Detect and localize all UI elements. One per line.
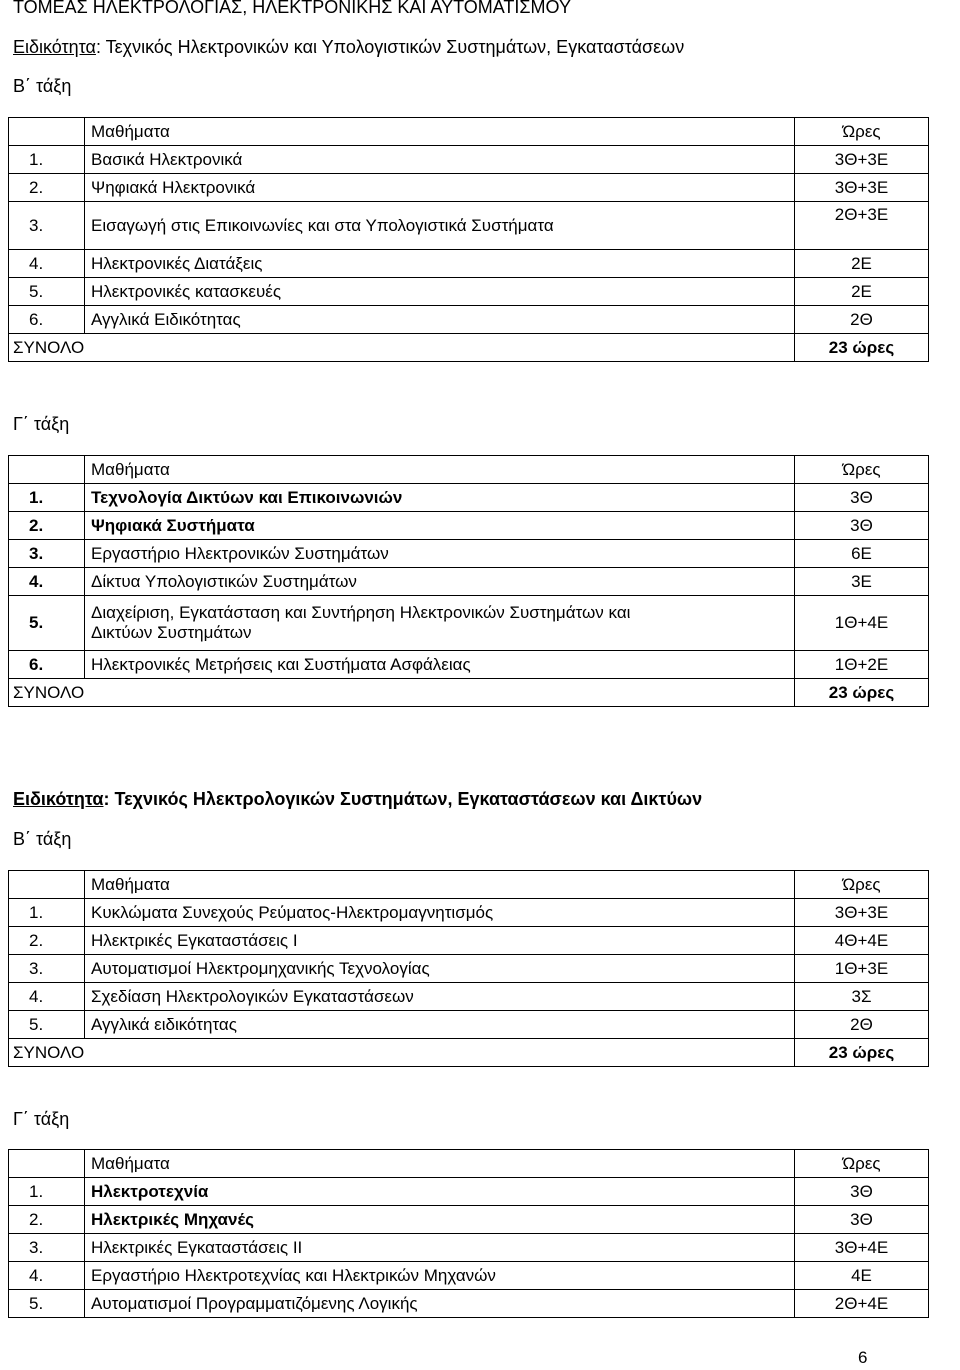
- table-row: 5. Ηλεκτρονικές κατασκευές 2Ε: [9, 278, 929, 306]
- specialty-name: : Τεχνικός Ηλεκτρονικών και Υπολογιστικών Συστημάτων, Εγκαταστάσεων: [95, 37, 685, 57]
- col-hours-header: Ώρες: [795, 871, 929, 899]
- table-total-row: [9, 1039, 929, 1067]
- specialty-heading-2: [13, 789, 702, 810]
- table-row: 1. Τεχνολογία Δικτύων και Επικοινωνιών 3Θ: [9, 484, 929, 512]
- table-total-row: [9, 334, 929, 362]
- courses-table-spec1-c: [8, 455, 929, 707]
- specialty-name: : Τεχνικός Ηλεκτρολογικών Συστημάτων, Εγκαταστάσεων και Δικτύων: [103, 789, 703, 809]
- table-row: 3. Ηλεκτρικές Εγκαταστάσεις ΙΙ 3Θ+4Ε: [9, 1234, 929, 1262]
- table-header-row: [9, 1150, 929, 1178]
- col-hours-header: Ώρες: [795, 118, 929, 146]
- specialty-label: Ειδικότητα: [13, 789, 104, 809]
- col-course-header: Μαθήματα: [85, 1150, 795, 1178]
- table-row: 2. Ηλεκτρικές Εγκαταστάσεις Ι 4Θ+4Ε: [9, 927, 929, 955]
- col-course-header: Μαθήματα: [85, 871, 795, 899]
- table-row: 4. Εργαστήριο Ηλεκτροτεχνίας και Ηλεκτρικών Μηχανών 4Ε: [9, 1262, 929, 1290]
- col-hours-header: Ώρες: [795, 456, 929, 484]
- table-row: 2. Ψηφιακά Ηλεκτρονικά 3Θ+3Ε: [9, 174, 929, 202]
- table-row: 1. Ηλεκτροτεχνία 3Θ: [9, 1178, 929, 1206]
- page-number: 6: [858, 1348, 868, 1367]
- table-row: 5. Αγγλικά ειδικότητας 2Θ: [9, 1011, 929, 1039]
- total-label: ΣΥΝΟΛΟ: [9, 679, 795, 707]
- table-header-row: [9, 118, 929, 146]
- table-row: 2. Ηλεκτρικές Μηχανές 3Θ: [9, 1206, 929, 1234]
- col-course-header: Μαθήματα: [85, 456, 795, 484]
- courses-table-spec2-c: [8, 1149, 929, 1318]
- table-row: 4. Ηλεκτρονικές Διατάξεις 2Ε: [9, 250, 929, 278]
- table-row: 4. Σχεδίαση Ηλεκτρολογικών Εγκαταστάσεων 3Σ: [9, 983, 929, 1011]
- table-row: 3. Εισαγωγή στις Επικοινωνίες και στα Υπολογιστικά Συστήματα 2Θ+3Ε: [9, 202, 929, 250]
- table-row: 6. Αγγλικά Ειδικότητας 2Θ: [9, 306, 929, 334]
- grade-heading-c-2: Γ΄ τάξη: [13, 1109, 70, 1129]
- table-header-row: [9, 456, 929, 484]
- col-course-header: Μαθήματα: [85, 118, 795, 146]
- specialty-label: Ειδικότητα: [13, 37, 96, 57]
- grade-heading-b-1: Β΄ τάξη: [13, 76, 72, 96]
- table-row: 5. Αυτοματισμοί Προγραμματιζόμενης Λογικής 2Θ+4Ε: [9, 1290, 929, 1318]
- courses-table-spec1-b: [8, 117, 929, 362]
- grade-heading-c-1: Γ΄ τάξη: [13, 414, 70, 434]
- table-row: 6. Ηλεκτρονικές Μετρήσεις και Συστήματα Ασφάλειας 1Θ+2Ε: [9, 651, 929, 679]
- grade-heading-b-2: Β΄ τάξη: [13, 829, 72, 849]
- table-total-row: [9, 679, 929, 707]
- courses-table-spec2-b: [8, 870, 929, 1067]
- total-hours: 23 ώρες: [795, 1039, 929, 1067]
- table-row: 5. Διαχείριση, Εγκατάσταση και Συντήρηση Ηλεκτρονικών Συστημάτων και Δικτύων Συστημάτων 1Θ+4Ε: [9, 596, 929, 651]
- table-row: 3. Αυτοματισμοί Ηλεκτρομηχανικής Τεχνολογίας 1Θ+3Ε: [9, 955, 929, 983]
- total-label: ΣΥΝΟΛΟ: [9, 1039, 795, 1067]
- table-row: 4. Δίκτυα Υπολογιστικών Συστημάτων 3Ε: [9, 568, 929, 596]
- table-header-row: [9, 871, 929, 899]
- table-row: 2. Ψηφιακά Συστήματα 3Θ: [9, 512, 929, 540]
- table-row: 3. Εργαστήριο Ηλεκτρονικών Συστημάτων 6Ε: [9, 540, 929, 568]
- col-hours-header: Ώρες: [795, 1150, 929, 1178]
- table-row: 1. Κυκλώματα Συνεχούς Ρεύματος-Ηλεκτρομαγνητισμός 3Θ+3Ε: [9, 899, 929, 927]
- total-label: ΣΥΝΟΛΟ: [9, 334, 795, 362]
- total-hours: 23 ώρες: [795, 679, 929, 707]
- specialty-heading-1: [13, 37, 684, 58]
- total-hours: 23 ώρες: [795, 334, 929, 362]
- page-title: ΤΟΜΕΑΣ ΗΛΕΚΤΡΟΛΟΓΙΑΣ, ΗΛΕΚΤΡΟΝΙΚΗΣ ΚΑΙ ΑΥΤΟΜΑΤΙΣΜΟΥ: [13, 0, 571, 17]
- table-row: 1. Βασικά Ηλεκτρονικά 3Θ+3Ε: [9, 146, 929, 174]
